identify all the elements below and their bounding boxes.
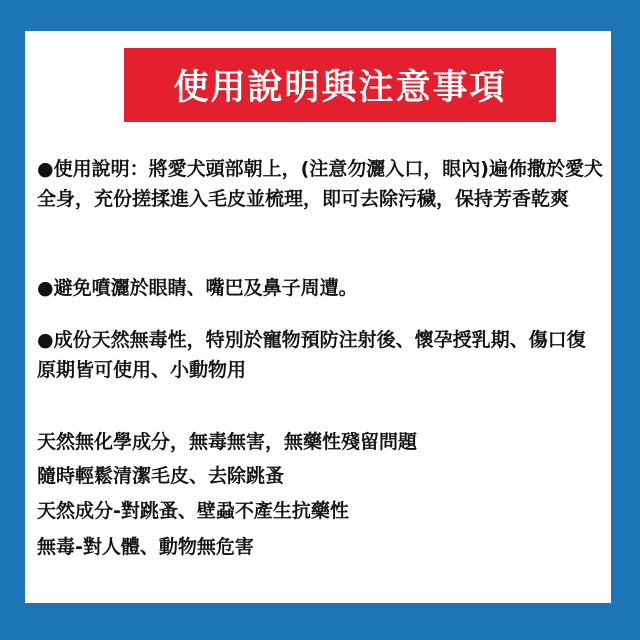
title-banner: 使用說明與注意事項 [124,48,556,122]
avoid-spraying-note: ●避免噴灑於眼睛、嘴巴及鼻子周遭。 [37,277,358,299]
feature-line: 天然成分-對跳蚤、壁蝨不產生抗藥性 [37,500,349,522]
content-card [25,31,611,603]
feature-line: 無毒-對人體、動物無危害 [37,536,254,558]
ingredients-note: ●成份天然無毒性，特別於寵物預防注射後、懷孕授乳期、傷口復原期皆可使用、小動物用 [37,329,586,381]
feature-line: 天然無化學成分，無毒無害，無藥性殘留問題 [37,431,418,453]
usage-instructions: ●使用說明：將愛犬頭部朝上，(注意勿灑入口，眼內)遍佈撒於愛犬全身，充份搓揉進入毛皮並梳理，即可去除污穢，保持芳香乾爽 [37,158,603,210]
feature-line: 隨時輕鬆清潔毛皮、去除跳蚤 [37,465,285,487]
